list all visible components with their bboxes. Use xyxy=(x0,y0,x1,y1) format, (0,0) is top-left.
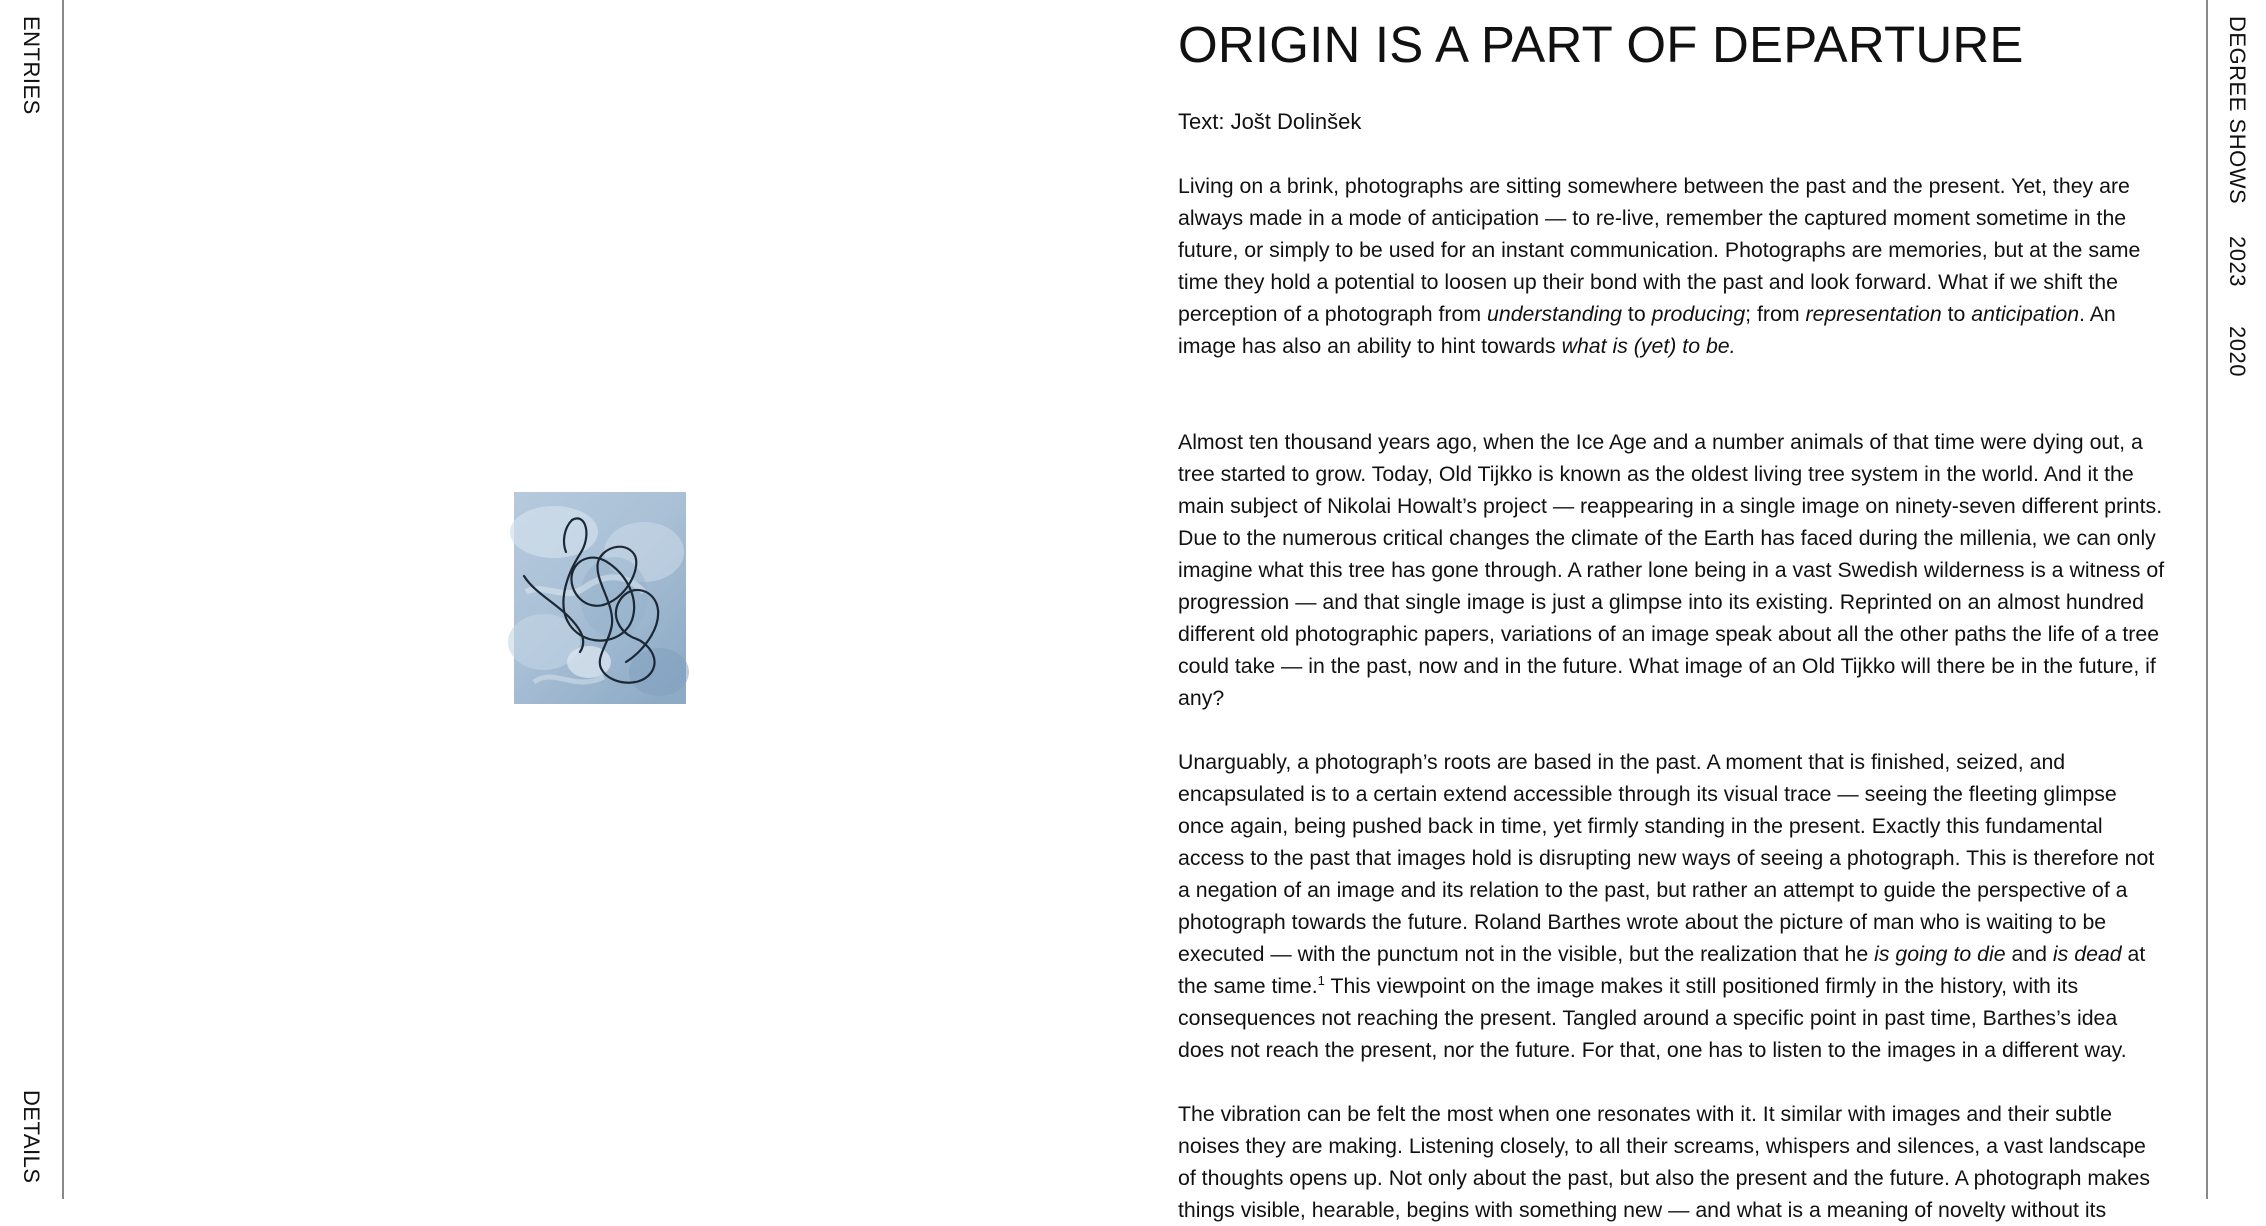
article-paragraph-4: The vibration can be felt the most when one resonates with it. It similar with images and their subtle noises they are making. Listening closely, to all their screams, whispers and silences, a vast landscape of thoughts opens up. Not only about the past, but also the present and the future. A photograph makes things visible, hearable, begins with something new — and what is a meaning of novelty without its xyxy=(1178,1102,2151,1222)
nav-details-link[interactable]: DETAILS xyxy=(19,1090,44,1184)
nav-year-2020-link[interactable]: 2020 xyxy=(2225,326,2250,377)
nav-degree-shows-link[interactable]: DEGREE SHOWS xyxy=(2225,16,2250,205)
nav-year-2023-link[interactable]: 2023 xyxy=(2225,236,2250,287)
nav-entries-link[interactable]: ENTRIES xyxy=(19,16,44,115)
thread-photo-image xyxy=(514,492,686,704)
right-divider xyxy=(2206,0,2208,1199)
left-divider xyxy=(62,0,64,1199)
footnote-marker[interactable]: 1 xyxy=(1317,972,1325,988)
article xyxy=(1178,14,2168,1226)
article-paragraph-1: Living on a brink, photographs are sitting somewhere between the past and the present. Yet, they are always made in a mode of anticipation — to re-live, remember the captured moment sometime in the future, or simply to be used for an instant communication. Photographs are memories, but at the same time they hold a potential to loosen up their bond with the past and look forward. What if we shift the perception of a photograph from understanding to producing; from representation to anticipation. An image has also an ability to hint towards what is (yet) to be. xyxy=(1178,174,2141,358)
article-paragraph-3: Unarguably, a photograph’s roots are based in the past. A moment that is finished, seized, and encapsulated is to a certain extend accessible through its visual trace — seeing the fleeting glimpse once again, being pushed back in time, yet firmly standing in the present. Exactly this fundamental access to the past that images hold is disrupting new ways of seeing a photograph. This is therefore not a negation of an image and its relation to the past, but rather an attempt to guide the perspective of a photograph towards the future. Roland Barthes wrote about the picture of man who is waiting to be executed — with the punctum not in the visible, but the realization that he is going to die and is dead at the same time.$^1$ This viewpoint on the image makes it still positioned firmly in the history, with its consequences not reaching the present. Tangled around a specific point in past time, Barthes’s idea does not reach the present, nor the future. For that, one has to listen to the images in a different way. xyxy=(1178,750,2155,1062)
article-byline: Text: Jošt Dolinšek xyxy=(1178,109,1362,134)
article-paragraph-2: Almost ten thousand years ago, when the Ice Age and a number animals of that time were dying out, a tree started to grow. Today, Old Tijkko is known as the oldest living tree system in the world. And it the main subject of Nikolai Howalt’s project — reappearing in a single image on ninety-seven different prints. Due to the numerous critical changes the climate of the Earth has faced during the millenia, we can only imagine what this tree has gone through. A rather lone being in a vast Swedish wilderness is a witness of progression — and that single image is just a glimpse into its existing. Reprinted on an almost hundred different old photographic papers, variations of an image speak about all the other paths the life of a tree could take — in the past, now and in the future. What image of an Old Tijkko will there be in the future, if any? xyxy=(1178,430,2165,710)
entry-thumbnail-image[interactable] xyxy=(514,492,686,704)
article-title: ORIGIN IS A PART OF DEPARTURE xyxy=(1178,16,2024,73)
